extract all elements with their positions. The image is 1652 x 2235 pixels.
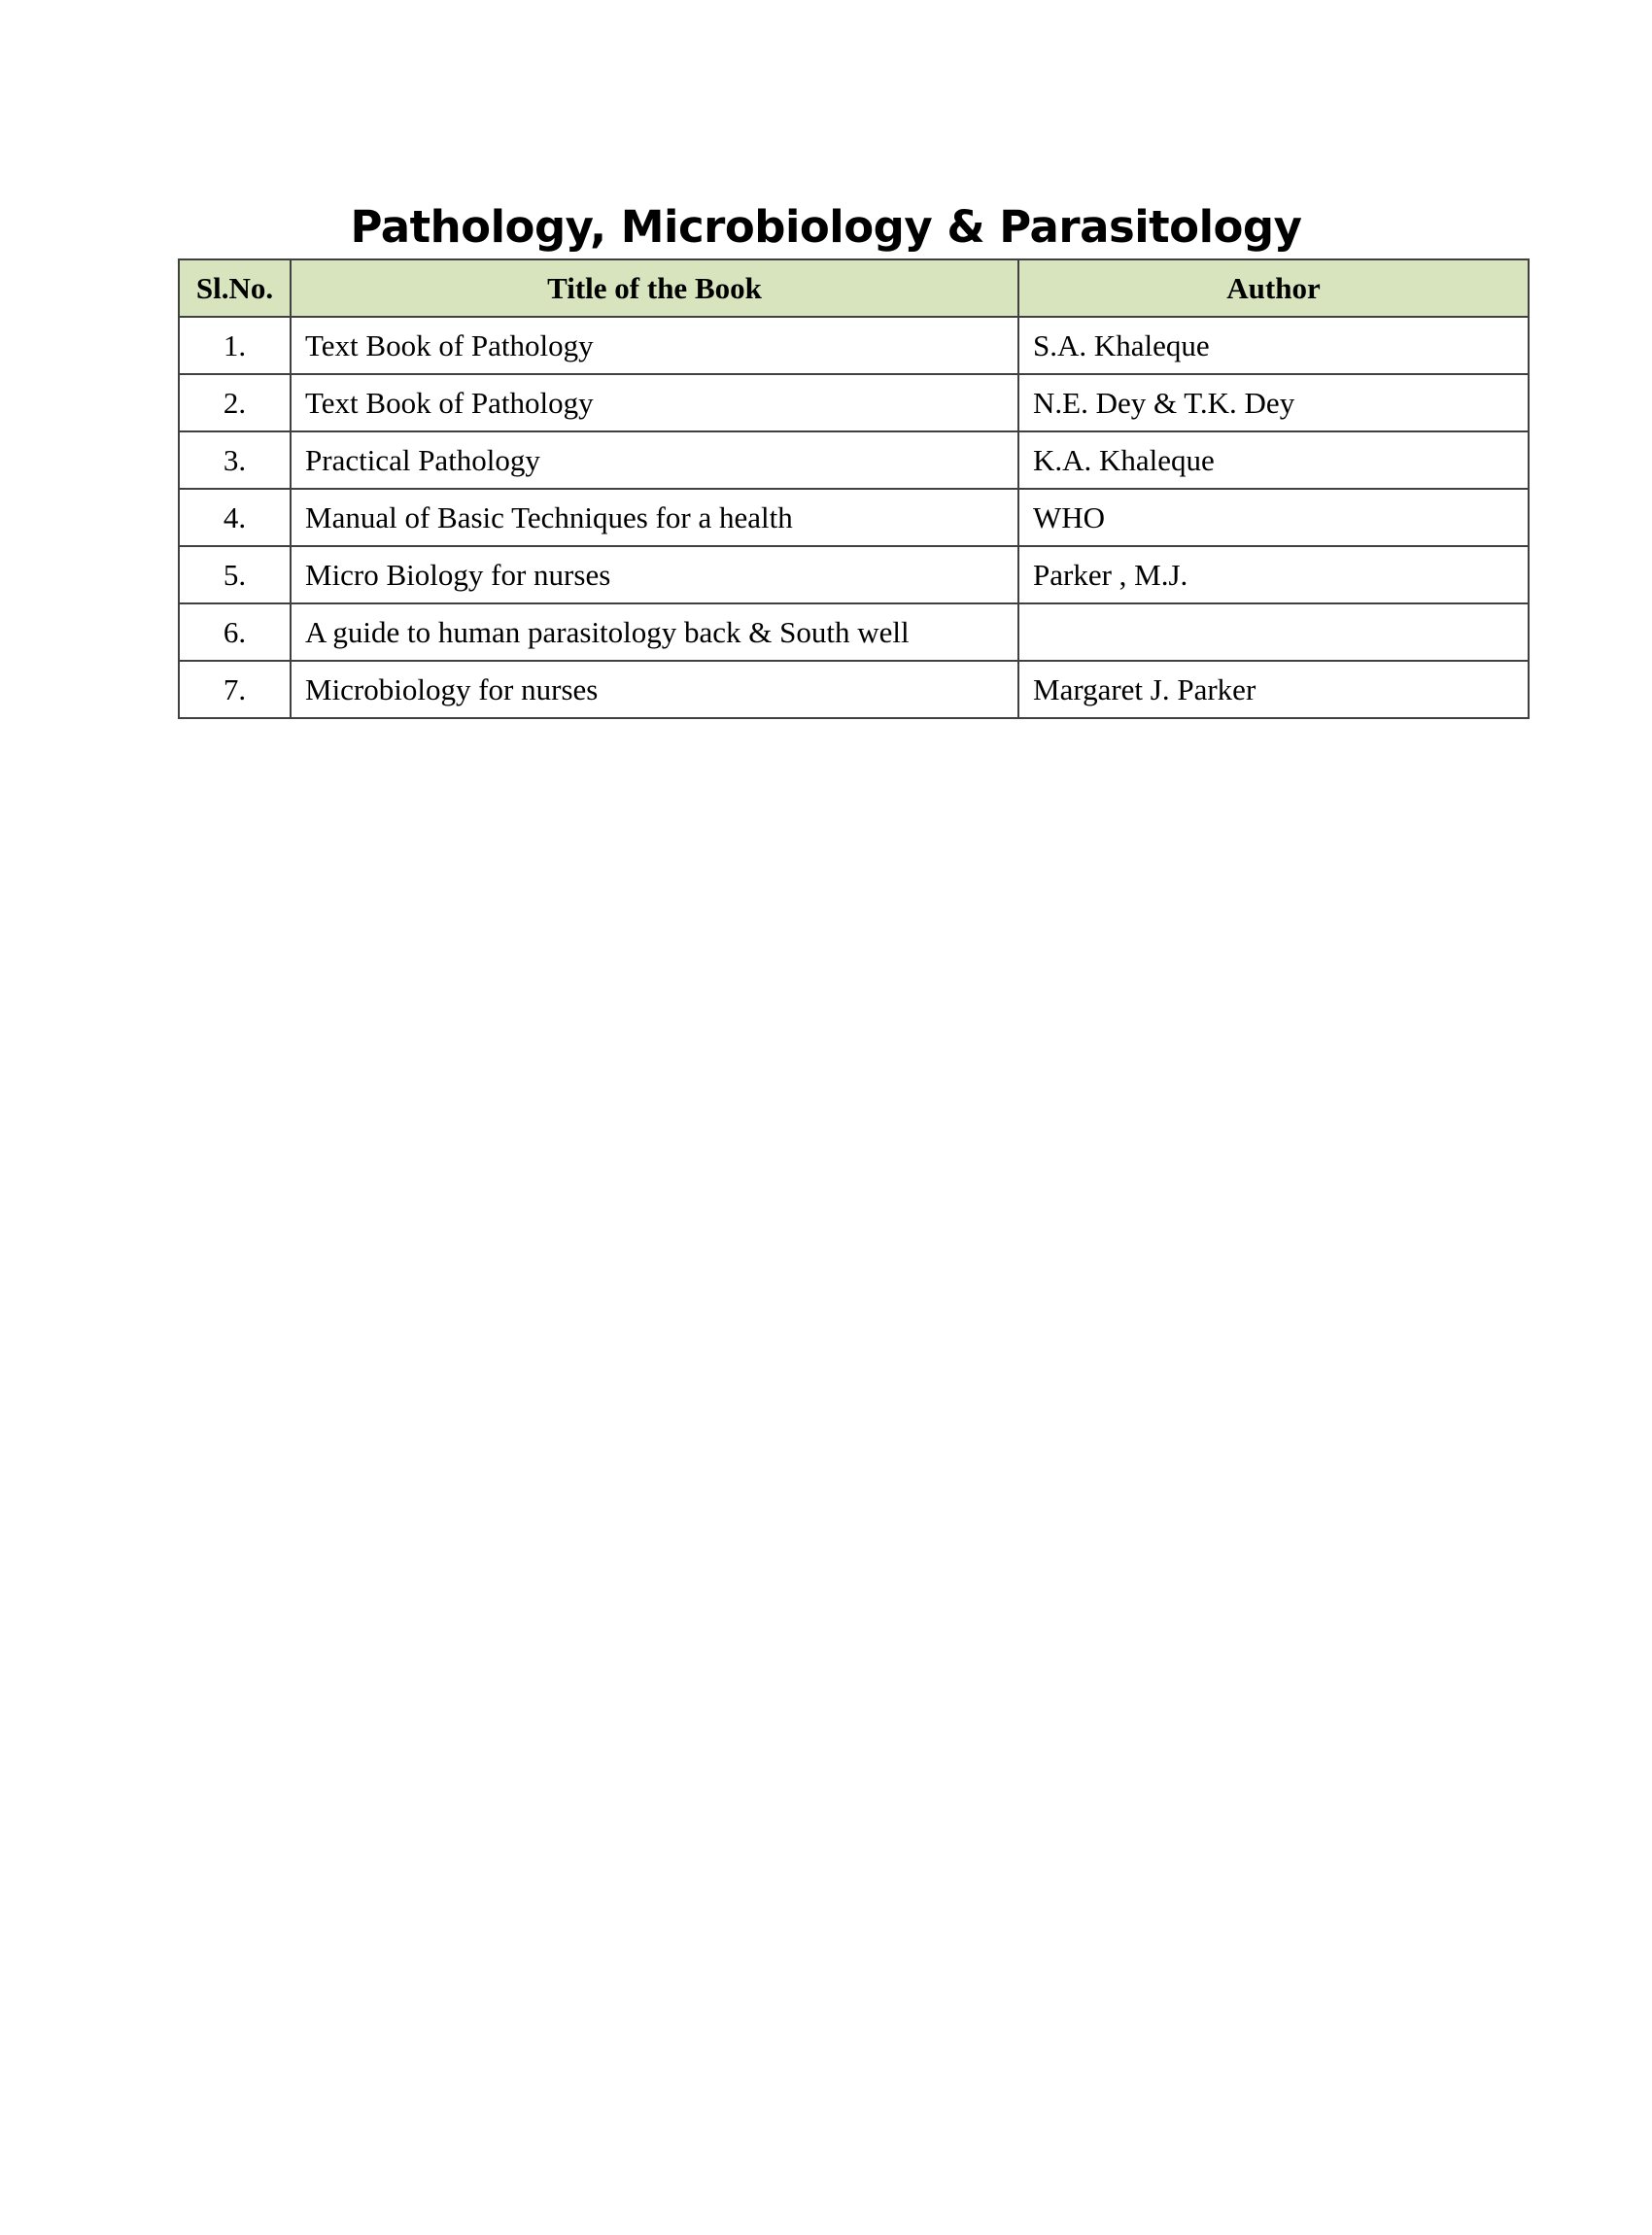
table-row — [179, 317, 1529, 374]
book-title-cell: Text Book of Pathology — [291, 317, 1018, 374]
table-row — [179, 603, 1529, 661]
book-list-table — [178, 258, 1530, 719]
author-cell: Parker , M.J. — [1018, 546, 1529, 603]
author-cell: K.A. Khaleque — [1018, 431, 1529, 489]
author-cell: Margaret J. Parker — [1018, 661, 1529, 718]
book-title-cell: Practical Pathology — [291, 431, 1018, 489]
sl-no-cell: 4. — [179, 489, 291, 546]
sl-no-cell: 2. — [179, 374, 291, 431]
book-title-cell: Text Book of Pathology — [291, 374, 1018, 431]
table-row — [179, 489, 1529, 546]
author-cell: N.E. Dey & T.K. Dey — [1018, 374, 1529, 431]
sl-no-cell: 6. — [179, 603, 291, 661]
table-header — [179, 259, 1529, 317]
book-title-cell: Micro Biology for nurses — [291, 546, 1018, 603]
table-body — [179, 317, 1529, 718]
author-cell — [1018, 603, 1529, 661]
sl-no-cell: 3. — [179, 431, 291, 489]
page-title: Pathology, Microbiology & Parasitology — [350, 201, 1302, 253]
author-cell: S.A. Khaleque — [1018, 317, 1529, 374]
table-row — [179, 546, 1529, 603]
header-row — [179, 259, 1529, 317]
sl-no-cell: 5. — [179, 546, 291, 603]
column-header-author: Author — [1018, 259, 1529, 317]
column-header-title: Title of the Book — [291, 259, 1018, 317]
book-title-cell: Microbiology for nurses — [291, 661, 1018, 718]
table-row — [179, 431, 1529, 489]
table-row — [179, 661, 1529, 718]
sl-no-cell: 1. — [179, 317, 291, 374]
book-title-cell: Manual of Basic Techniques for a health — [291, 489, 1018, 546]
table-row — [179, 374, 1529, 431]
column-header-sl-no: Sl.No. — [179, 259, 291, 317]
sl-no-cell: 7. — [179, 661, 291, 718]
book-title-cell: A guide to human parasitology back & South well — [291, 603, 1018, 661]
author-cell: WHO — [1018, 489, 1529, 546]
